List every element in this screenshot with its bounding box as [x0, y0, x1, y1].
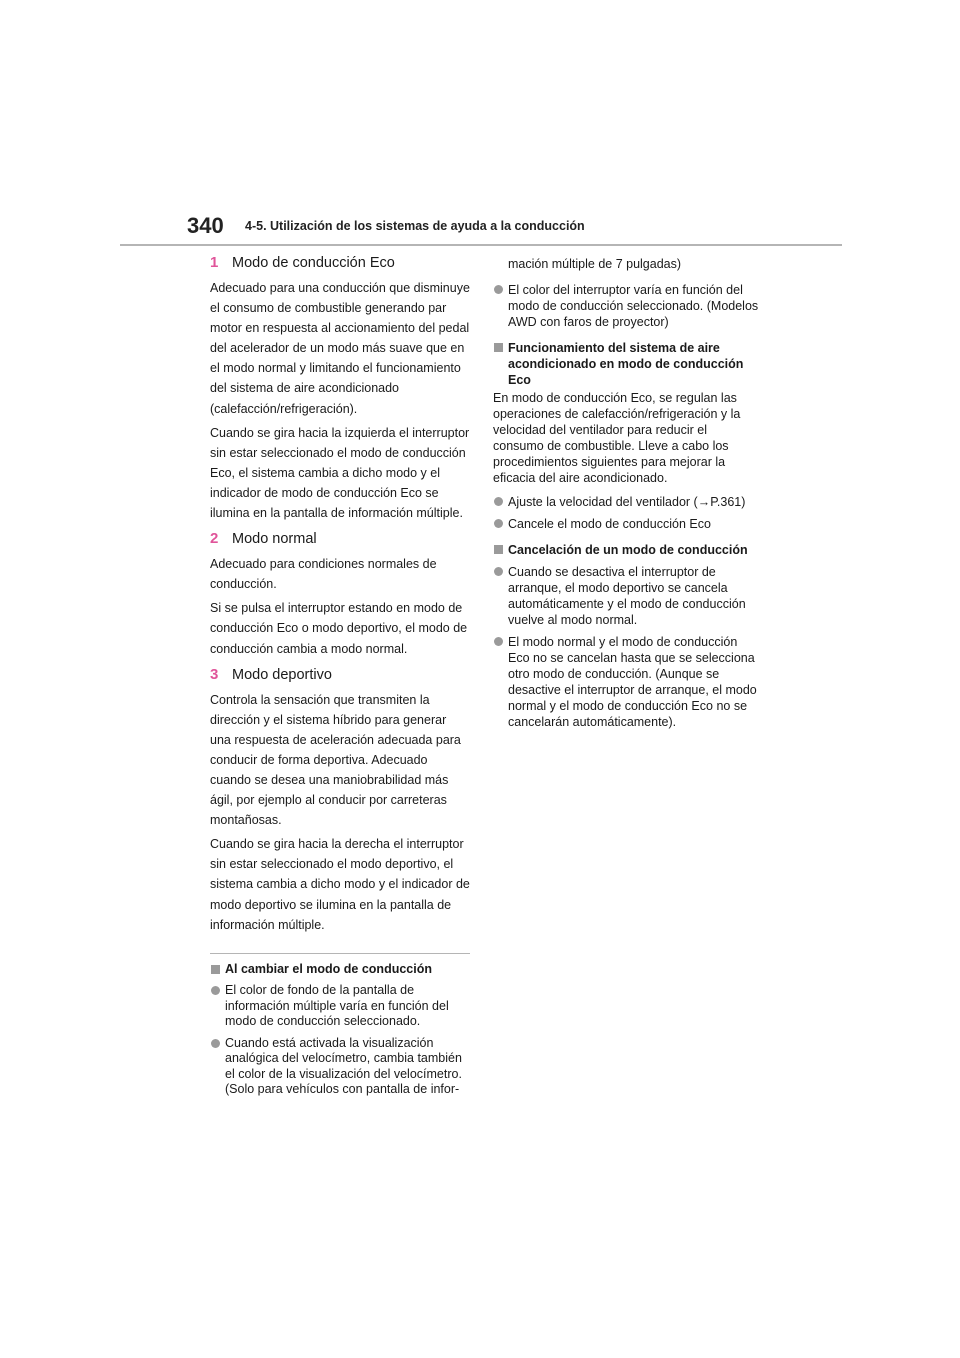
aircon-paragraph: En modo de conducción Eco, se regulan las operaciones de calefacción/refrigeración y la velocidad del ventilador para reducir el consumo de combustible. Lleve a cabo los procedimientos siguientes para mejorar la eficacia del aire acondicionado. — [493, 391, 741, 485]
list-item — [493, 634, 759, 730]
circle-bullet-icon — [494, 637, 503, 646]
list-item — [210, 983, 470, 1030]
circle-bullet-icon — [494, 497, 503, 506]
list-item-text: Cuando se desactiva el interruptor de arranque, el modo deportivo se cancela automáticamente y el modo de conducción vuelve al modo normal. — [508, 565, 746, 627]
circle-bullet-icon — [494, 567, 503, 576]
mode-paragraph: Adecuado para una conducción que disminuye el consumo de combustible generando par motor en respuesta al accionamiento del pedal del acelerador de un modo más suave que en el modo normal y limitando el funcionamiento del sistema de aire acondicionado (calefacción/refrigeración). — [210, 281, 470, 416]
continued-text: mación múltiple de 7 pulgadas) — [508, 257, 682, 271]
mode-heading — [210, 253, 470, 273]
list-item — [493, 516, 759, 532]
list-item — [493, 494, 759, 510]
mode-paragraph: Adecuado para condiciones normales de conducción. — [210, 557, 437, 592]
square-bullet-icon — [211, 965, 220, 974]
list-item — [493, 282, 759, 330]
note-heading — [210, 962, 470, 978]
mode-number: 1 — [210, 254, 219, 271]
section-title: 4-5. Utilización de los sistemas de ayuda a la conducción — [245, 219, 585, 233]
mode-title: Modo normal — [232, 531, 317, 548]
right-column — [493, 253, 759, 730]
list-item-text: Cuando está activada la visualización analógica del velocímetro, cambia también el color de la visualización del velocímetro. (Solo para vehículos con pantalla de infor- — [225, 1035, 462, 1097]
circle-bullet-icon — [494, 519, 503, 528]
mode-paragraph: Cuando se gira hacia la derecha el interruptor sin estar seleccionado el modo deportivo, el sistema cambia a dicho modo y el indicador de modo deportivo se ilumina en la pantalla de información múltiple. — [210, 837, 470, 932]
cancel-heading-text: Cancelación de un modo de conducción — [508, 543, 748, 557]
list-item — [493, 564, 759, 628]
mode-item-eco — [210, 253, 470, 523]
header-rule — [120, 244, 842, 246]
circle-bullet-icon — [494, 285, 503, 294]
list-item — [210, 1036, 470, 1098]
square-bullet-icon — [494, 545, 503, 554]
page-header — [0, 0, 960, 260]
mode-number: 3 — [210, 665, 219, 683]
circle-bullet-icon — [211, 986, 220, 995]
left-column — [210, 253, 470, 1098]
mode-item-sport — [210, 665, 470, 935]
section-divider — [210, 953, 470, 954]
page-number: 340 — [187, 213, 224, 238]
mode-paragraph: Controla la sensación que transmiten la dirección y el sistema híbrido para generar una respuesta de aceleración adecuada para conducir de forma deportiva. Adecuado cuando se desea una maniobrabilidad más ágil, por ejemplo al conducir por carreteras montañosas. — [210, 692, 461, 828]
mode-paragraph: Cuando se gira hacia la izquierda el interruptor sin estar seleccionado el modo de conducción Eco, el sistema cambia a dicho modo y el indicador de modo de conducción Eco se ilumina en la pantalla de información múltiple. — [210, 425, 470, 521]
cancel-heading — [493, 542, 759, 558]
list-item-text: Cancele el modo de conducción Eco — [508, 517, 711, 531]
mode-title: Modo de conducción Eco — [232, 255, 395, 271]
aircon-heading-text: Funcionamiento del sistema de aire acondicionado en modo de conducción Eco — [508, 341, 744, 387]
circle-bullet-icon — [211, 1039, 220, 1048]
mode-paragraph: Si se pulsa el interruptor estando en modo de conducción Eco o modo deportivo, el modo de conducción cambia a modo normal. — [210, 601, 468, 656]
square-bullet-icon — [494, 343, 503, 352]
list-item-text: El modo normal y el modo de conducción Eco no se cancelan hasta que se selecciona otro modo de conducción. (Aunque se desactive el interruptor de arranque, el modo normal y el modo de conducción Eco no se cancelarán automáticamente). — [508, 635, 757, 729]
mode-heading — [210, 665, 470, 685]
aircon-heading — [493, 340, 759, 388]
note-heading-text: Al cambiar el modo de conducción — [225, 961, 432, 976]
mode-number: 2 — [210, 530, 219, 548]
list-item-text: El color de fondo de la pantalla de información múltiple varía en función del modo de conducción seleccionado. — [225, 983, 449, 1029]
mode-heading — [210, 529, 470, 549]
mode-item-normal — [210, 529, 470, 658]
mode-title: Modo deportivo — [232, 666, 332, 683]
list-item-text: El color del interruptor varía en función del modo de conducción seleccionado. (Modelos AWD con faros de proyector) — [508, 283, 759, 329]
list-item-text: Ajuste la velocidad del ventilador (→P.361) — [508, 495, 746, 509]
